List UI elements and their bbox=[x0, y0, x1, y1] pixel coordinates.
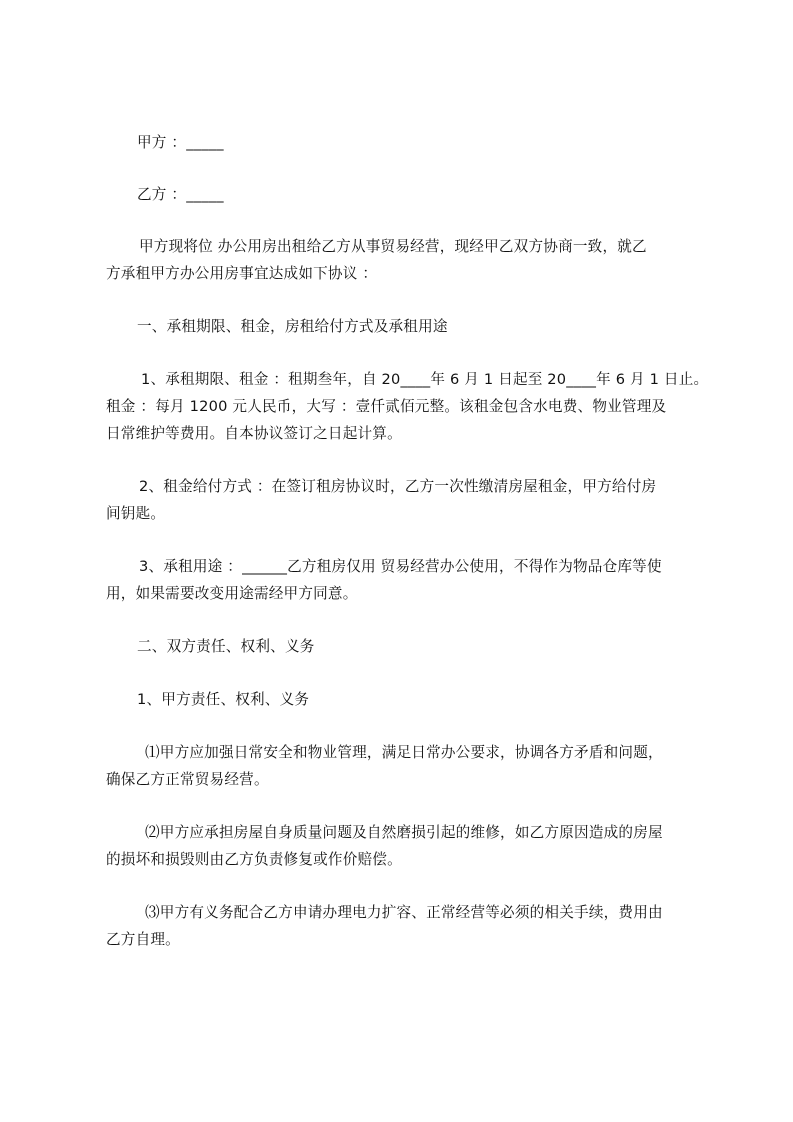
section-1-heading: 一、承租期限、租金，房租给付方式及承租用途 bbox=[137, 318, 448, 335]
clause-1-line-1: ⑴甲方应加强日常安全和物业管理，满足日常办公要求，协调各方矛盾和问题， bbox=[145, 744, 663, 761]
section-2-heading: 二、双方责任、权利、义务 bbox=[137, 638, 315, 655]
item-2-1-heading: 1、甲方责任、权利、义务 bbox=[137, 691, 310, 708]
clause-2-line-1: ⑵甲方应承担房屋自身质量问题及自然磨损引起的维修，如乙方原因造成的房屋 bbox=[145, 824, 663, 841]
item-1-2-line-2: 间钥匙。 bbox=[106, 505, 166, 522]
party-b-line: 乙方 ：_____ bbox=[137, 186, 224, 203]
clause-2-line-2: 的损坏和损毁则由乙方负责修复或作价赔偿。 bbox=[106, 851, 402, 868]
item-1-2-line-1: 2、租金给付方式 ：在签订租房协议时，乙方一次性缴清房屋租金，甲方给付房 bbox=[139, 478, 657, 495]
item-1-3-line-1: 3、承租用途 ：______乙方租房仅用 贸易经营办公使用，不得作为物品仓库等使 bbox=[139, 558, 662, 575]
item-1-3-line-2: 用，如果需要改变用途需经甲方同意。 bbox=[106, 585, 358, 602]
party-a-line: 甲方 ：_____ bbox=[137, 134, 224, 151]
intro-line-2: 方承租甲方办公用房事宜达成如下协议 ： bbox=[106, 265, 378, 282]
item-1-1-line-3: 日常维护等费用。自本协议签订之日起计算。 bbox=[106, 425, 402, 442]
clause-3-line-1: ⑶甲方有义务配合乙方申请办理电力扩容、正常经营等必须的相关手续，费用由 bbox=[145, 904, 663, 921]
clause-1-line-2: 确保乙方正常贸易经营。 bbox=[106, 771, 269, 788]
item-1-1-line-1: 1、承租期限、租金 ：租期叁年，自 20____年 6 月 1 日起至 20____年 6 月 1 日止。 bbox=[141, 371, 709, 388]
item-1-1-line-2: 租金 ：每月 1200 元人民币，大写 ：壹仟贰佰元整。该租金包含水电费、物业管理及 bbox=[106, 398, 667, 415]
clause-3-line-2: 乙方自理。 bbox=[106, 931, 180, 948]
intro-line-1: 甲方现将位 办公用房出租给乙方从事贸易经营，现经甲乙双方协商一致，就乙 bbox=[139, 238, 647, 255]
